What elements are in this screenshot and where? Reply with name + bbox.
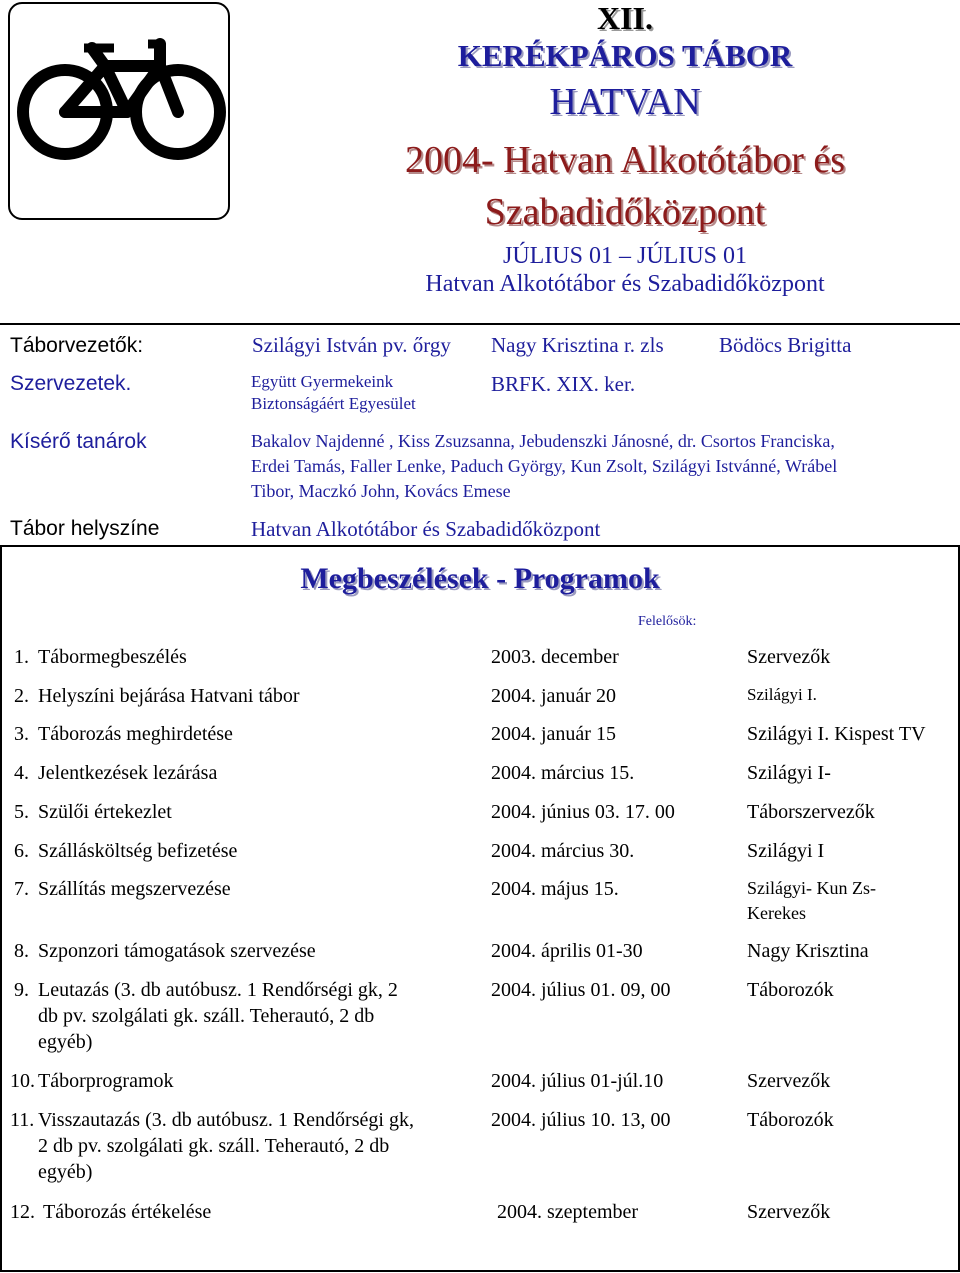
item-date: 2004. március 15. [491, 762, 635, 784]
teachers-line3: Tibor, Maczkó John, Kovács Emese [251, 481, 511, 501]
item-date: 2004. április 01-30 [491, 940, 643, 962]
program-title: Megbeszélések - Programok [300, 562, 660, 595]
item-date: 2004. július 01. 09, 00 [491, 979, 671, 1001]
item-number: 12. [10, 1201, 35, 1223]
header-event-line2: Szabadidőközpont [484, 191, 766, 233]
item-task: Jelentkezések lezárása [38, 762, 218, 784]
org-1-line2: Biztonságáért Egyesület [251, 394, 416, 413]
item-responsible: Kerekes [747, 903, 806, 923]
item-responsible: Szilágyi I- [747, 762, 831, 784]
item-date: 2004. június 03. 17. 00 [491, 801, 675, 823]
teachers-line1: Bakalov Najdenné , Kiss Zsuzsanna, Jebudenszki Jánosné, dr. Csortos Franciska, [251, 431, 835, 451]
item-task: Leutazás (3. db autóbusz. 1 Rendőrségi gk, 2 [38, 979, 398, 1001]
item-number: 7. [14, 878, 29, 900]
item-number: 10. [10, 1070, 35, 1092]
leader-3: Bödöcs Brigitta [719, 333, 852, 357]
item-task: Tábormegbeszélés [38, 646, 187, 668]
item-task: Táborozás értékelése [43, 1201, 212, 1223]
header-dates: JÚLIUS 01 – JÚLIUS 01 [502, 243, 747, 269]
item-task: egyéb) [38, 1031, 93, 1053]
header-title: KERÉKPÁROS TÁBOR [457, 38, 793, 73]
item-task: db pv. szolgálati gk. száll. Teherautó, 2 db [38, 1005, 375, 1027]
item-responsible: Nagy Krisztina [747, 940, 869, 962]
item-number: 3. [14, 723, 29, 745]
item-responsible: Szilágyi- Kun Zs- [747, 878, 876, 898]
org-1-line1: Együtt Gyermekeink [251, 372, 394, 391]
item-responsible: Táborozók [747, 1109, 834, 1131]
item-date: 2004. május 15. [491, 878, 619, 900]
item-number: 9. [14, 979, 29, 1001]
item-task: Szponzori támogatások szervezése [38, 940, 316, 962]
item-responsible: Szilágyi I [747, 840, 825, 862]
program-box-bottom [0, 1270, 960, 1272]
item-number: 2. [14, 685, 29, 707]
item-responsible: Szervezők [747, 646, 831, 668]
org-2: BRFK. XIX. ker. [491, 372, 636, 396]
item-number: 8. [14, 940, 29, 962]
item-number: 11. [10, 1109, 35, 1131]
program-box-left [0, 545, 2, 1272]
item-responsible: Szervezők [747, 1070, 831, 1092]
leader-2: Nagy Krisztina r. zls [491, 333, 664, 357]
item-task: Táborprogramok [38, 1070, 174, 1092]
bicycle-logo [8, 2, 230, 220]
header-city: HATVAN [549, 81, 701, 123]
item-date: 2004. július 10. 13, 00 [491, 1109, 671, 1131]
location-value: Hatvan Alkotótábor és Szabadidőközpont [251, 517, 601, 541]
item-date: 2003. december [491, 646, 619, 668]
item-date: 2004. január 20 [491, 685, 616, 707]
item-task: Visszautazás (3. db autóbusz. 1 Rendőrségi gk, [38, 1109, 414, 1131]
item-task: egyéb) [38, 1161, 93, 1183]
header-event-line1: 2004- Hatvan Alkotótábor és [404, 139, 846, 181]
item-task: Szülői értekezlet [38, 801, 172, 823]
bicycle-icon [10, 4, 228, 218]
header-divider [0, 323, 960, 325]
item-responsible: Szervezők [747, 1201, 831, 1223]
item-task: 2 db pv. szolgálati gk. száll. Teherautó, 2 db [38, 1135, 390, 1157]
leaders-label: Táborvezetők: [10, 334, 144, 357]
item-responsible: Szilágyi I. Kispest TV [747, 723, 926, 745]
teachers-line2: Erdei Tamás, Faller Lenke, Paduch György, Kun Zsolt, Szilágyi Istvánné, Wrábel [251, 456, 838, 476]
item-date: 2004. március 30. [491, 840, 635, 862]
item-date: 2004. július 01-júl.10 [491, 1070, 664, 1092]
item-responsible: Szilágyi I. [747, 685, 817, 704]
item-number: 6. [14, 840, 29, 862]
program-box-top [0, 545, 960, 547]
item-task: Szállásköltség befizetése [38, 840, 238, 862]
item-number: 4. [14, 762, 29, 784]
item-responsible: Táborszervezők [747, 801, 875, 823]
item-number: 1. [14, 646, 29, 668]
item-date: 2004. szeptember [497, 1201, 639, 1223]
orgs-label: Szervezetek. [10, 372, 132, 395]
item-task: Táborozás meghirdetése [38, 723, 233, 745]
header-roman: XII. [596, 0, 653, 36]
item-responsible: Táborozók [747, 979, 834, 1001]
location-label: Tábor helyszíne [10, 517, 160, 540]
item-number: 5. [14, 801, 29, 823]
item-task: Szállítás megszervezése [38, 878, 231, 900]
header-venue: Hatvan Alkotótábor és Szabadidőközpont [425, 271, 825, 297]
item-date: 2004. január 15 [491, 723, 616, 745]
leader-1: Szilágyi István pv. őrgy [252, 333, 451, 357]
item-task: Helyszíni bejárása Hatvani tábor [38, 685, 300, 707]
responsible-header: Felelősök: [638, 614, 697, 629]
teachers-label: Kísérő tanárok [10, 430, 147, 453]
